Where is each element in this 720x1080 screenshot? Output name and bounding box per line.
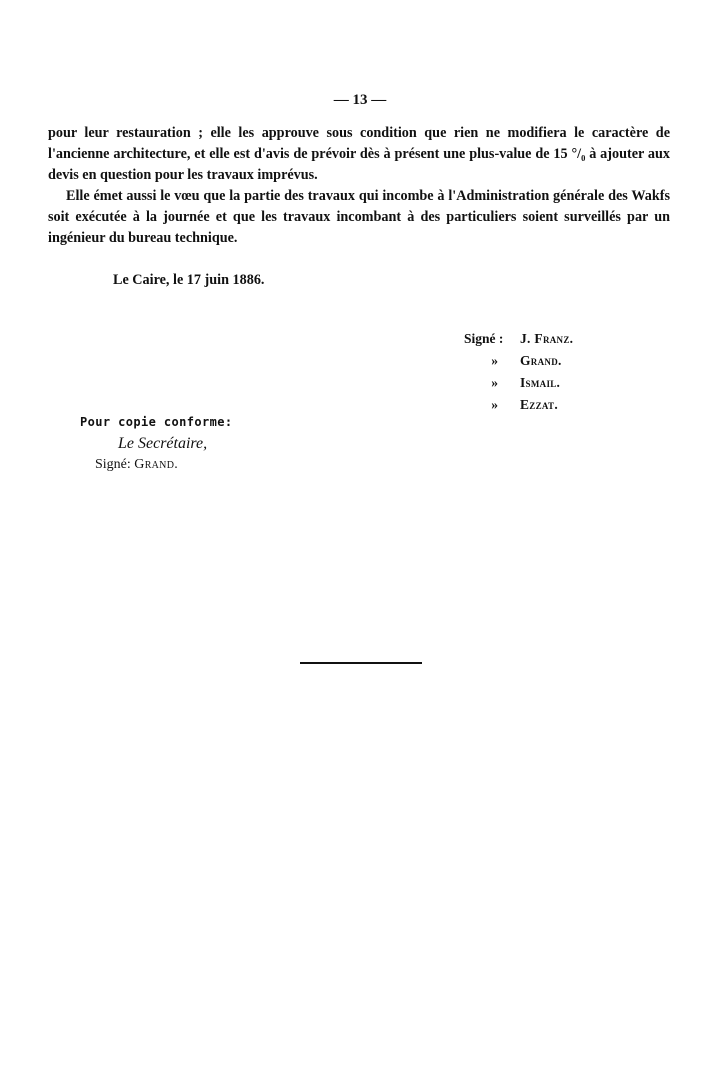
secretary-signed-label: Signé: xyxy=(95,457,131,472)
signatory-name: Ezzat. xyxy=(520,397,559,412)
body-text xyxy=(48,123,670,249)
signature-block xyxy=(464,331,573,419)
signed-label: Signé : xyxy=(464,331,504,346)
ditto-mark: » xyxy=(491,397,498,412)
secretary-title: Le Secrétaire, xyxy=(118,435,208,452)
place-date: Le Caire, le 17 juin 1886. xyxy=(113,272,265,288)
closing-rule xyxy=(300,662,422,664)
signatory-name: Ismail. xyxy=(520,375,561,390)
secretary-signature xyxy=(95,455,233,475)
signature-row xyxy=(464,397,573,419)
signatory-name: Grand. xyxy=(520,353,562,368)
paragraph-restoration: pour leur restauration ; elle les approuve sous condition que rien ne modifiera le caractère de l'ancienne architecture, et elle est d'avis de prévoir dès à présent une plus-value de 15 °/₀ à ajouter aux devis en question pour les travaux imprévus. xyxy=(48,125,670,183)
signatory-name: J. Franz. xyxy=(520,331,574,346)
signature-row xyxy=(464,331,573,353)
certified-copy-heading: Pour copie conforme: xyxy=(80,415,233,429)
signature-row xyxy=(464,353,573,375)
certified-copy-block xyxy=(80,415,233,475)
ditto-mark: » xyxy=(491,353,498,368)
page-number: — 13 — xyxy=(333,92,387,108)
secretary-name: Grand. xyxy=(134,457,179,472)
signature-row xyxy=(464,375,573,397)
ditto-mark: » xyxy=(491,375,498,390)
paragraph-wish: Elle émet aussi le vœu que la partie des travaux qui incombe à l'Administration générale des Wakfs soit exécutée à la journée et que les travaux incombant à des particuliers soient surveillés par un ingénieur du bureau technique. xyxy=(48,188,670,246)
